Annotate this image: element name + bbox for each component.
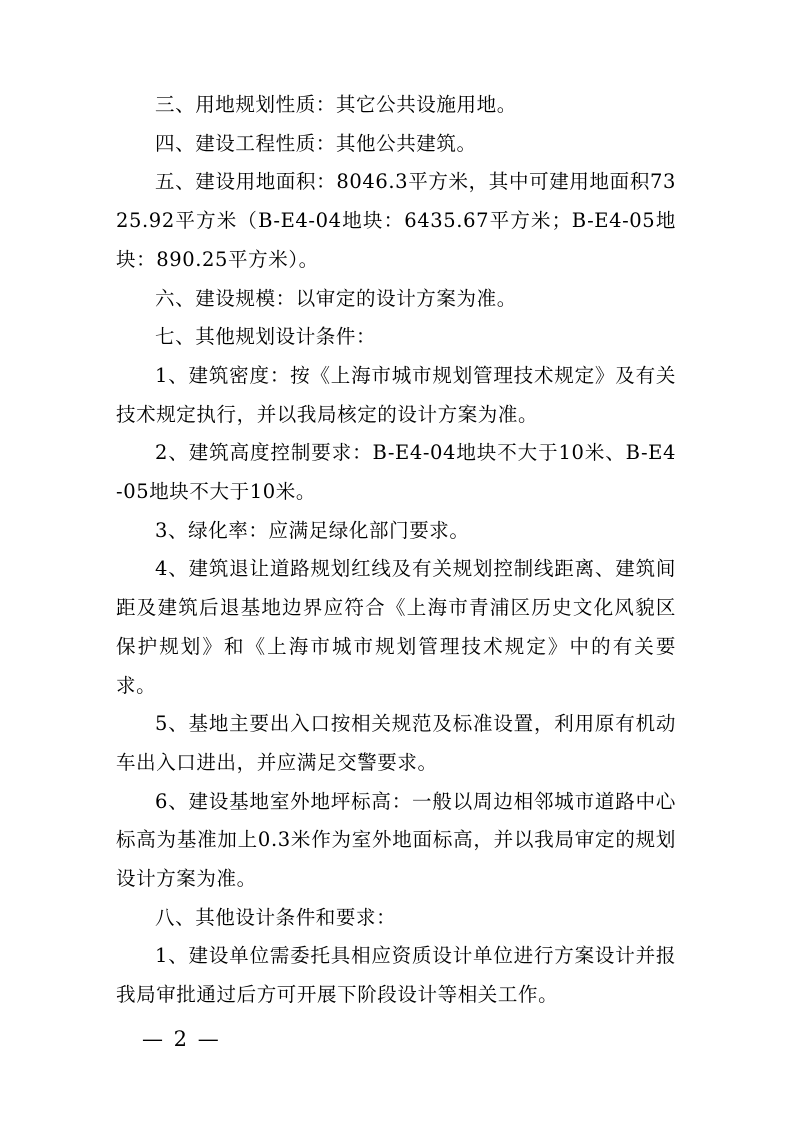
paragraph-greening-rate: 3、绿化率：应满足绿化部门要求。 [155, 518, 470, 542]
paragraph-construction-scale: 六、建设规模：以审定的设计方案为准。 [155, 286, 517, 310]
document-body [116, 86, 676, 1015]
page-number: — 2 — [142, 1027, 221, 1051]
paragraph-other-planning-conditions: 七、其他规划设计条件： [155, 325, 377, 349]
paragraph-ground-elevation: 6、建设基地室外地坪标高：一般以周边相邻城市道路中心标高为基准加上0.3米作为室外地面标高，并以我局审定的规划设计方案为准。 [116, 789, 676, 891]
paragraph-other-design-requirements: 八、其他设计条件和要求： [155, 905, 397, 929]
paragraph-setback-requirements: 4、建筑退让道路规划红线及有关规划控制线距离、建筑间距及建筑后退基地边界应符合《上海市青浦区历史文化风貌区保护规划》和《上海市城市规划管理技术规定》中的有关要求。 [116, 557, 676, 697]
paragraph-height-control: 2、建筑高度控制要求：B-E4-04地块不大于10米、B-E4-05地块不大于10米。 [116, 441, 676, 504]
paragraph-project-nature: 四、建设工程性质：其他公共建筑。 [155, 131, 477, 155]
paragraph-site-entrances: 5、基地主要出入口按相关规范及标准设置，利用原有机动车出入口进出，并应满足交警要求。 [116, 712, 676, 774]
paragraph-building-density: 1、建筑密度：按《上海市城市规划管理技术规定》及有关技术规定执行，并以我局核定的设计方案为准。 [116, 363, 676, 426]
paragraph-land-area: 五、建设用地面积：8046.3平方米，其中可建用地面积7325.92平方米（B-E4-04地块：6435.67平方米；B-E4-05地块：890.25平方米）。 [116, 170, 676, 271]
paragraph-land-use-nature: 三、用地规划性质：其它公共设施用地。 [155, 93, 517, 116]
paragraph-design-commission: 1、建设单位需委托具相应资质设计单位进行方案设计并报我局审批通过后方可开展下阶段设计等相关工作。 [116, 944, 676, 1007]
